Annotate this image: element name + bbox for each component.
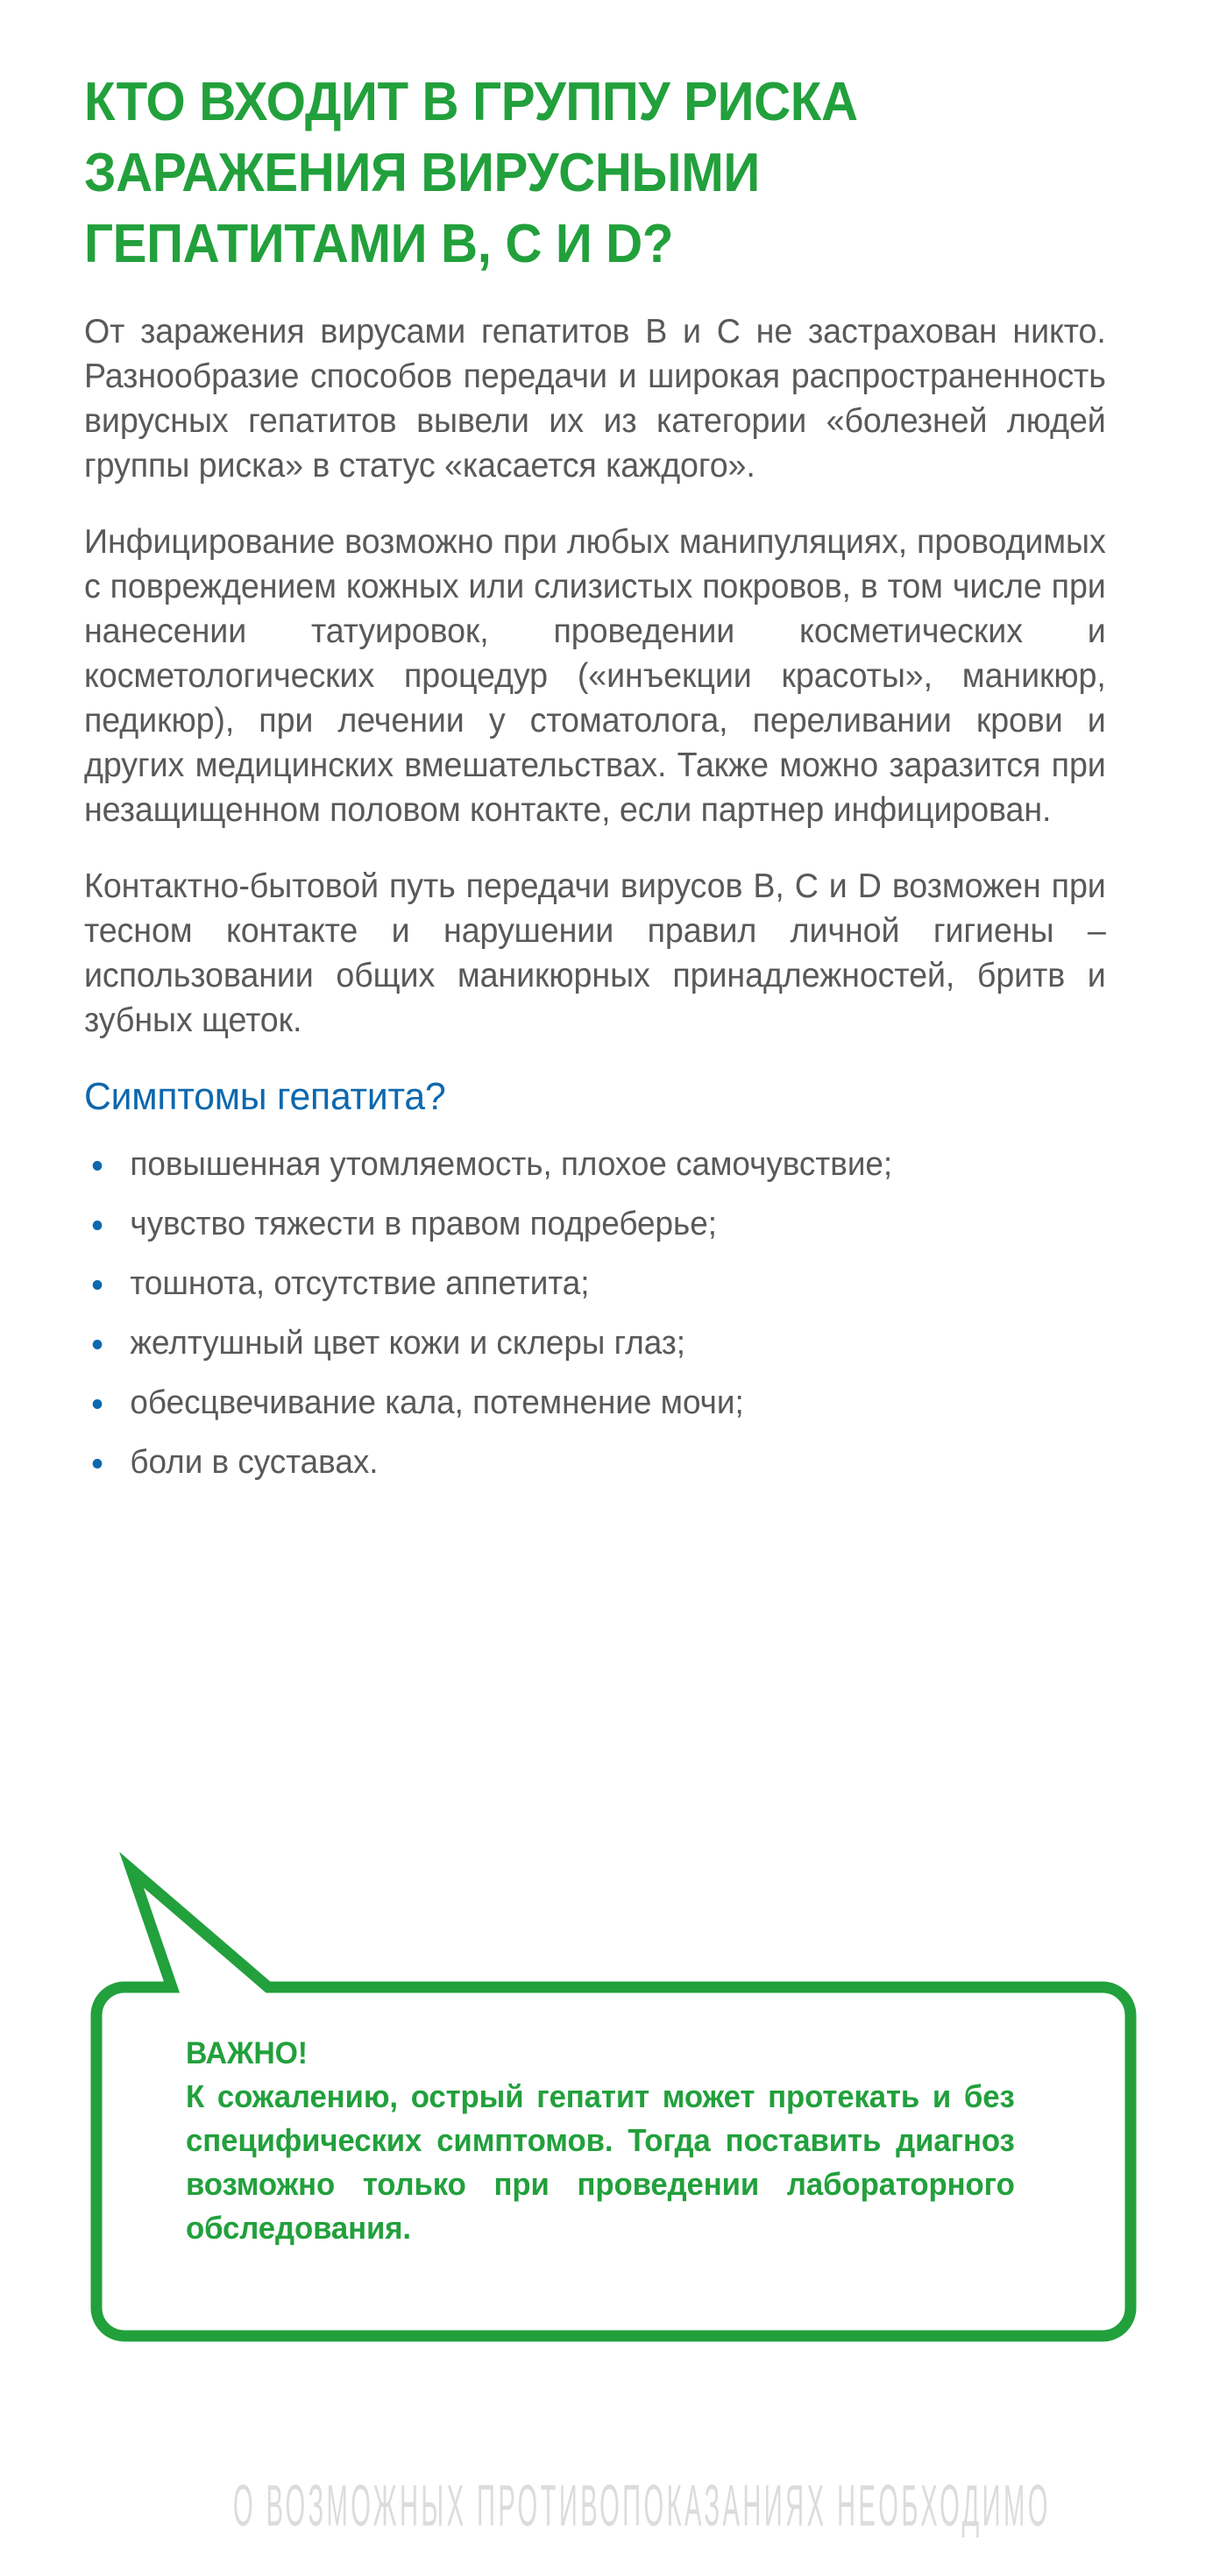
list-item	[84, 1440, 1111, 1484]
list-item	[84, 1381, 1111, 1425]
page-title-line-1: КТО ВХОДИТ В ГРУППУ РИСКА	[84, 72, 858, 132]
bullet-dot-icon	[93, 1459, 103, 1468]
paragraph-household-transmission: Контактно-бытовой путь передачи вирусов B, C и D возможен при тесном контакте и нарушении правил личной гигиены – использовании общих маникюрных принадлежностей, бритв и зубных щеток.	[84, 867, 1106, 1039]
callout-text-block	[186, 2033, 1015, 2250]
list-item	[84, 1202, 1111, 1246]
list-item-label: желтушный цвет кожи и склеры глаз;	[130, 1325, 686, 1362]
page-title-line-3: ГЕПАТИТАМИ B, C И D?	[84, 214, 674, 274]
symptom-list	[84, 1143, 1143, 1484]
bullet-dot-icon	[93, 1280, 103, 1290]
list-item-label: тошнота, отсутствие аппетита;	[130, 1265, 590, 1302]
list-item-label: чувство тяжести в правом подреберье;	[130, 1206, 717, 1242]
callout-title: ВАЖНО!	[186, 2036, 308, 2070]
page-title	[84, 0, 1080, 272]
content-column	[84, 0, 1143, 1484]
bullet-dot-icon	[93, 1161, 103, 1171]
page-title-line-2: ЗАРАЖЕНИЯ ВИРУСНЫМИ	[84, 143, 760, 203]
callout-body: К сожалению, острый гепатит может протекать и без специфических симптомов. Тогда поставить диагноз возможно только при проведении лабораторного обследования.	[186, 2078, 1015, 2246]
paragraph-infection-routes: Инфицирование возможно при любых манипуляциях, проводимых с повреждением кожных или слизистых покровов, в том числе при нанесении татуировок, проведении косметических и косметологических процедур («инъекции красоты», маникюр, педикюр), при лечении у стоматолога, переливании крови и других медицинских вмешательствах. Также можно заразится при незащищенном половом контакте, если партнер инфицирован.	[84, 523, 1106, 829]
section-heading-symptoms: Симптомы гепатита?	[84, 1075, 446, 1118]
important-callout	[84, 1865, 1143, 2373]
footer-disclaimer: О ВОЗМОЖНЫХ ПРОТИВОПОКАЗАНИЯХ НЕОБХОДИМО	[233, 2472, 1051, 2538]
paragraph-transmission-overview: От заражения вирусами гепатитов B и C не застрахован никто. Разнообразие способов передачи и широкая распространенность вирусных гепатитов вывели их из категории «болезней людей группы риска» в статус «касается каждого».	[84, 313, 1106, 485]
list-item	[84, 1321, 1111, 1365]
bullet-dot-icon	[93, 1399, 103, 1409]
list-item-label: повышенная утомляемость, плохое самочувствие;	[130, 1146, 893, 1183]
bullet-dot-icon	[93, 1340, 103, 1349]
list-item-label: боли в суставах.	[130, 1444, 379, 1481]
bullet-dot-icon	[93, 1221, 103, 1230]
list-item	[84, 1262, 1111, 1306]
list-item-label: обесцвечивание кала, потемнение мочи;	[130, 1384, 744, 1421]
list-item	[84, 1143, 1111, 1186]
